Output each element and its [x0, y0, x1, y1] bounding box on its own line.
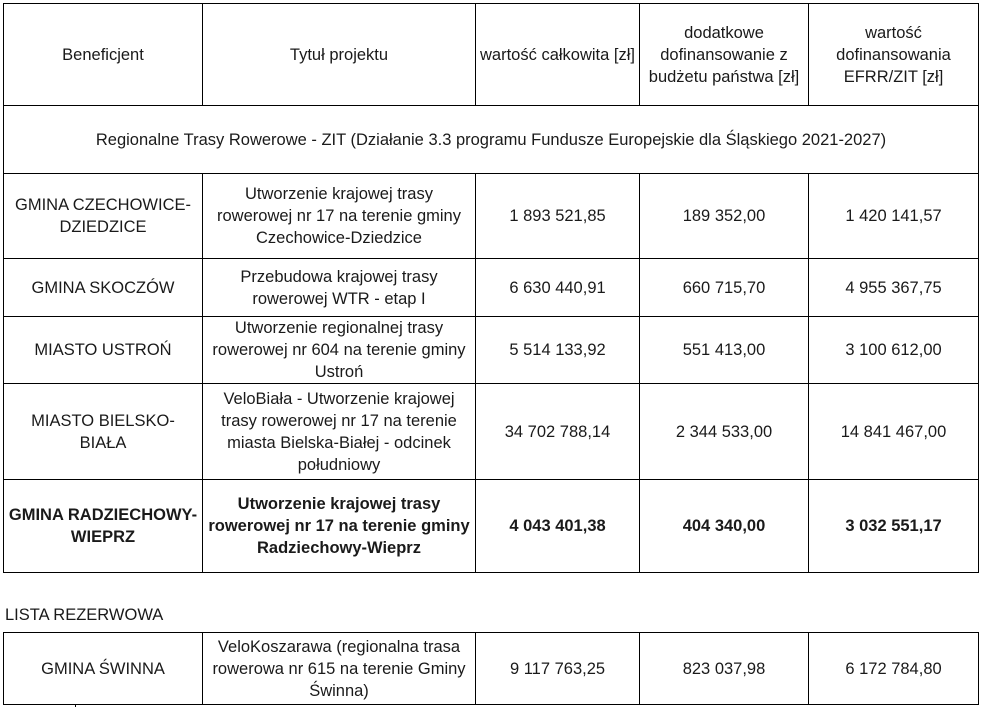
header-project-title: Tytuł projektu	[203, 4, 476, 106]
cell-total-value: 9 117 763,25	[476, 633, 640, 705]
cell-state-cofinancing: 551 413,00	[640, 317, 809, 384]
cell-state-cofinancing: 404 340,00	[640, 480, 809, 573]
reserve-list-title: LISTA REZERWOWA	[5, 606, 164, 624]
cell-project-title: VeloKoszarawa (regionalna trasa rowerowa nr 615 na terenie Gminy Świnna)	[203, 633, 476, 705]
cell-total-value: 34 702 788,14	[476, 384, 640, 480]
header-efrr-cofinancing: wartość dofinansowania EFRR/ZIT [zł]	[809, 4, 979, 106]
cell-beneficiary: MIASTO BIELSKO-BIAŁA	[4, 384, 203, 480]
cell-state-cofinancing: 823 037,98	[640, 633, 809, 705]
cell-project-title: Utworzenie krajowej trasy rowerowej nr 17 na terenie gminy Radziechowy-Wieprz	[203, 480, 476, 573]
cell-beneficiary: GMINA ŚWINNA	[4, 633, 203, 705]
table-row	[4, 174, 979, 259]
cell-state-cofinancing: 660 715,70	[640, 259, 809, 317]
cell-total-value: 5 514 133,92	[476, 317, 640, 384]
header-beneficiary: Beneficjent	[4, 4, 203, 106]
cell-beneficiary: GMINA RADZIECHOWY-WIEPRZ	[4, 480, 203, 573]
cell-project-title: Utworzenie regionalnej trasy rowerowej nr 604 na terenie gminy Ustroń	[203, 317, 476, 384]
cell-total-value: 4 043 401,38	[476, 480, 640, 573]
header-row	[4, 4, 979, 106]
cell-project-title: Utworzenie krajowej trasy rowerowej nr 17 na terenie gminy Czechowice-Dziedzice	[203, 174, 476, 259]
cell-efrr-cofinancing: 6 172 784,80	[809, 633, 979, 705]
cell-efrr-cofinancing: 3 032 551,17	[809, 480, 979, 573]
table-row	[4, 633, 979, 705]
section-row	[4, 106, 979, 174]
header-state-cofinancing: dodatkowe dofinansowanie z budżetu państwa [zł]	[640, 4, 809, 106]
section-title: Regionalne Trasy Rowerowe - ZIT (Działanie 3.3 programu Fundusze Europejskie dla Śląskiego 2021-2027)	[4, 106, 979, 174]
cell-efrr-cofinancing: 3 100 612,00	[809, 317, 979, 384]
cell-beneficiary: MIASTO USTROŃ	[4, 317, 203, 384]
header-total-value: wartość całkowita [zł]	[476, 4, 640, 106]
cell-total-value: 1 893 521,85	[476, 174, 640, 259]
cell-project-title: Przebudowa krajowej trasy rowerowej WTR - etap I	[203, 259, 476, 317]
cell-beneficiary: GMINA CZECHOWICE-DZIEDZICE	[4, 174, 203, 259]
cell-total-value: 6 630 440,91	[476, 259, 640, 317]
cell-efrr-cofinancing: 1 420 141,57	[809, 174, 979, 259]
cell-beneficiary: GMINA SKOCZÓW	[4, 259, 203, 317]
table-row-highlighted	[4, 480, 979, 573]
cell-state-cofinancing: 189 352,00	[640, 174, 809, 259]
reserve-table	[3, 632, 979, 705]
table-row	[4, 259, 979, 317]
cell-project-title: VeloBiała - Utworzenie krajowej trasy rowerowej nr 17 na terenie miasta Bielska-Białej - odcinek południowy	[203, 384, 476, 480]
funding-table	[3, 3, 979, 573]
cell-state-cofinancing: 2 344 533,00	[640, 384, 809, 480]
table-row	[4, 317, 979, 384]
cell-efrr-cofinancing: 14 841 467,00	[809, 384, 979, 480]
cell-efrr-cofinancing: 4 955 367,75	[809, 259, 979, 317]
table-row	[4, 384, 979, 480]
